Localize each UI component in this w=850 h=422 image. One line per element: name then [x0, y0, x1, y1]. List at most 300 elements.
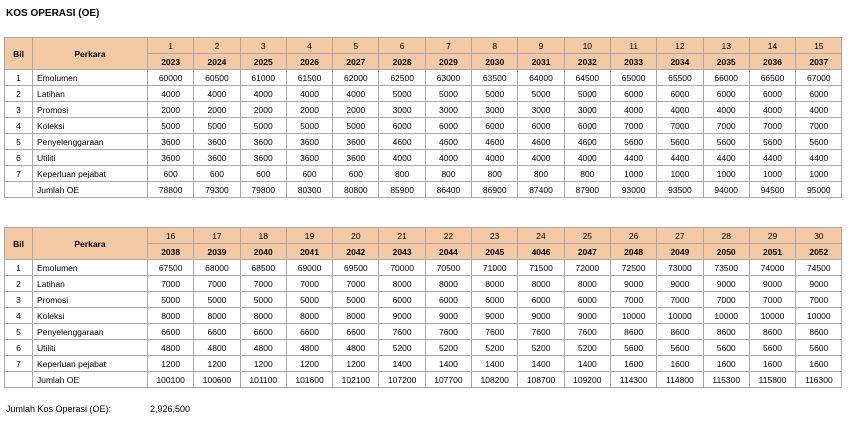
value-cell: 9000 [610, 276, 656, 292]
perkara-header: Perkara [33, 228, 148, 260]
year-cell: 2026 [286, 54, 332, 70]
value-cell: 5600 [749, 134, 795, 150]
year-cell: 2039 [194, 244, 240, 260]
year-index-cell: 1 [148, 38, 194, 54]
oe-table-1 [4, 37, 842, 198]
value-cell: 600 [286, 166, 332, 182]
value-cell: 5200 [425, 340, 471, 356]
value-cell: 4800 [194, 340, 240, 356]
value-cell: 67000 [796, 70, 842, 86]
row-label: Utiliti [33, 150, 148, 166]
value-cell: 8000 [333, 308, 379, 324]
value-cell: 62500 [379, 70, 425, 86]
row-label: Latihan [33, 86, 148, 102]
value-cell: 94500 [749, 182, 795, 198]
value-cell: 8000 [518, 276, 564, 292]
value-cell: 4000 [286, 86, 332, 102]
year-index-cell: 15 [796, 38, 842, 54]
value-cell: 3000 [379, 102, 425, 118]
table-row [5, 166, 842, 182]
value-cell: 3600 [333, 150, 379, 166]
value-cell: 5000 [518, 86, 564, 102]
value-cell: 9000 [379, 308, 425, 324]
value-cell: 67500 [148, 260, 194, 276]
page-title: KOS OPERASI (OE) [6, 8, 100, 19]
value-cell: 70500 [425, 260, 471, 276]
value-cell: 5000 [472, 86, 518, 102]
value-cell: 7000 [796, 118, 842, 134]
value-cell: 115800 [749, 372, 795, 388]
value-cell: 3600 [240, 134, 286, 150]
row-number: 2 [5, 86, 33, 102]
value-cell: 101100 [240, 372, 286, 388]
value-cell: 3000 [564, 102, 610, 118]
row-label: Keperluan pejabat [33, 166, 148, 182]
value-cell: 8000 [379, 276, 425, 292]
year-cell: 2030 [472, 54, 518, 70]
bil-header: Bil [5, 38, 33, 70]
value-cell: 4000 [379, 150, 425, 166]
year-index-cell: 11 [610, 38, 656, 54]
value-cell: 62000 [333, 70, 379, 86]
value-cell: 1000 [703, 166, 749, 182]
value-cell: 4000 [657, 102, 703, 118]
year-index-cell: 24 [518, 228, 564, 244]
value-cell: 66000 [703, 70, 749, 86]
value-cell: 6000 [379, 292, 425, 308]
value-cell: 5000 [425, 86, 471, 102]
row-number: 7 [5, 166, 33, 182]
value-cell: 3600 [333, 134, 379, 150]
value-cell: 4400 [610, 150, 656, 166]
value-cell: 6600 [194, 324, 240, 340]
year-index-cell: 6 [379, 38, 425, 54]
value-cell: 8000 [194, 308, 240, 324]
value-cell: 9000 [564, 308, 610, 324]
row-number: 3 [5, 102, 33, 118]
value-cell: 64500 [564, 70, 610, 86]
year-cell: 2045 [472, 244, 518, 260]
value-cell: 3600 [194, 134, 240, 150]
table-row [5, 276, 842, 292]
value-cell: 5600 [657, 134, 703, 150]
row-number: 6 [5, 150, 33, 166]
value-cell: 10000 [796, 308, 842, 324]
year-index-cell: 7 [425, 38, 471, 54]
value-cell: 2000 [148, 102, 194, 118]
value-cell: 6600 [286, 324, 332, 340]
value-cell: 10000 [610, 308, 656, 324]
value-cell: 8000 [240, 308, 286, 324]
value-cell: 2000 [333, 102, 379, 118]
value-cell: 6000 [425, 118, 471, 134]
value-cell: 5000 [194, 292, 240, 308]
value-cell: 4000 [148, 86, 194, 102]
value-cell: 7000 [796, 292, 842, 308]
value-cell: 60000 [148, 70, 194, 86]
table-row [5, 70, 842, 86]
year-index-cell: 26 [610, 228, 656, 244]
index-row [5, 228, 842, 244]
value-cell: 95000 [796, 182, 842, 198]
value-cell: 5000 [240, 118, 286, 134]
value-cell: 1000 [796, 166, 842, 182]
value-cell: 79300 [194, 182, 240, 198]
value-cell: 9000 [472, 308, 518, 324]
value-cell: 4600 [379, 134, 425, 150]
table-row [5, 292, 842, 308]
value-cell: 4000 [749, 102, 795, 118]
value-cell: 3600 [148, 150, 194, 166]
value-cell: 1200 [148, 356, 194, 372]
value-cell: 74000 [749, 260, 795, 276]
year-index-cell: 23 [472, 228, 518, 244]
value-cell: 63500 [472, 70, 518, 86]
value-cell: 4000 [333, 86, 379, 102]
row-number: 5 [5, 324, 33, 340]
value-cell: 6000 [564, 118, 610, 134]
value-cell: 4400 [749, 150, 795, 166]
table-row [5, 260, 842, 276]
row-label: Promosi [33, 292, 148, 308]
value-cell: 5000 [379, 86, 425, 102]
value-cell: 8000 [286, 308, 332, 324]
row-number: 1 [5, 260, 33, 276]
value-cell: 7000 [333, 276, 379, 292]
year-index-cell: 4 [286, 38, 332, 54]
value-cell: 63000 [425, 70, 471, 86]
table-row [5, 86, 842, 102]
value-cell: 6000 [657, 86, 703, 102]
table-row [5, 372, 842, 388]
row-number: 5 [5, 134, 33, 150]
value-cell: 4800 [333, 340, 379, 356]
value-cell: 1600 [796, 356, 842, 372]
value-cell: 64000 [518, 70, 564, 86]
value-cell: 8600 [610, 324, 656, 340]
row-number: 2 [5, 276, 33, 292]
year-index-cell: 9 [518, 38, 564, 54]
value-cell: 800 [379, 166, 425, 182]
value-cell: 7000 [703, 292, 749, 308]
value-cell: 68500 [240, 260, 286, 276]
value-cell: 600 [148, 166, 194, 182]
year-cell: 2029 [425, 54, 471, 70]
value-cell: 4000 [472, 150, 518, 166]
value-cell: 3000 [425, 102, 471, 118]
value-cell: 6000 [749, 86, 795, 102]
table-row [5, 118, 842, 134]
value-cell: 93000 [610, 182, 656, 198]
value-cell: 61000 [240, 70, 286, 86]
table-row [5, 134, 842, 150]
value-cell: 8600 [703, 324, 749, 340]
value-cell: 7600 [379, 324, 425, 340]
value-cell: 6000 [472, 118, 518, 134]
value-cell: 100100 [148, 372, 194, 388]
value-cell: 86400 [425, 182, 471, 198]
value-cell: 100600 [194, 372, 240, 388]
value-cell: 79800 [240, 182, 286, 198]
value-cell: 800 [564, 166, 610, 182]
index-row [5, 38, 842, 54]
value-cell: 65000 [610, 70, 656, 86]
year-index-cell: 17 [194, 228, 240, 244]
value-cell: 116300 [796, 372, 842, 388]
value-cell: 9000 [703, 276, 749, 292]
value-cell: 9000 [749, 276, 795, 292]
year-index-cell: 28 [703, 228, 749, 244]
value-cell: 1600 [703, 356, 749, 372]
value-cell: 108200 [472, 372, 518, 388]
year-cell: 2027 [333, 54, 379, 70]
value-cell: 1200 [240, 356, 286, 372]
value-cell: 10000 [657, 308, 703, 324]
year-index-cell: 30 [796, 228, 842, 244]
value-cell: 7000 [610, 292, 656, 308]
value-cell: 87900 [564, 182, 610, 198]
value-cell: 2000 [286, 102, 332, 118]
value-cell: 4000 [518, 150, 564, 166]
oe-table-2 [4, 227, 842, 388]
year-index-cell: 29 [749, 228, 795, 244]
year-cell: 2025 [240, 54, 286, 70]
value-cell: 5000 [286, 118, 332, 134]
value-cell: 114800 [657, 372, 703, 388]
value-cell: 4000 [703, 102, 749, 118]
value-cell: 80800 [333, 182, 379, 198]
value-cell: 71000 [472, 260, 518, 276]
table-row [5, 356, 842, 372]
value-cell: 3600 [286, 150, 332, 166]
value-cell: 4800 [148, 340, 194, 356]
value-cell: 1200 [286, 356, 332, 372]
value-cell: 4000 [564, 150, 610, 166]
year-cell: 2044 [425, 244, 471, 260]
value-cell: 5600 [610, 134, 656, 150]
value-cell: 5600 [749, 340, 795, 356]
value-cell: 7000 [749, 118, 795, 134]
value-cell: 5000 [148, 118, 194, 134]
value-cell: 73000 [657, 260, 703, 276]
year-cell: 2037 [796, 54, 842, 70]
table-row [5, 150, 842, 166]
value-cell: 4400 [703, 150, 749, 166]
value-cell: 5200 [518, 340, 564, 356]
value-cell: 1000 [749, 166, 795, 182]
value-cell: 109200 [564, 372, 610, 388]
value-cell: 4600 [564, 134, 610, 150]
value-cell: 1400 [518, 356, 564, 372]
value-cell: 7000 [610, 118, 656, 134]
value-cell: 101600 [286, 372, 332, 388]
row-label: Penyelenggaraan [33, 324, 148, 340]
value-cell: 1600 [610, 356, 656, 372]
value-cell: 3000 [518, 102, 564, 118]
value-cell: 5600 [796, 340, 842, 356]
value-cell: 600 [240, 166, 286, 182]
value-cell: 600 [333, 166, 379, 182]
year-index-cell: 8 [472, 38, 518, 54]
value-cell: 8000 [148, 308, 194, 324]
value-cell: 5200 [564, 340, 610, 356]
value-cell: 6000 [518, 118, 564, 134]
year-index-cell: 14 [749, 38, 795, 54]
value-cell: 107200 [379, 372, 425, 388]
value-cell: 6000 [379, 118, 425, 134]
value-cell: 10000 [703, 308, 749, 324]
value-cell: 1600 [749, 356, 795, 372]
value-cell: 7600 [564, 324, 610, 340]
value-cell: 5000 [564, 86, 610, 102]
value-cell: 4000 [240, 86, 286, 102]
value-cell: 4000 [610, 102, 656, 118]
year-index-cell: 18 [240, 228, 286, 244]
value-cell: 9000 [796, 276, 842, 292]
value-cell: 87400 [518, 182, 564, 198]
value-cell: 7000 [657, 292, 703, 308]
year-cell: 2047 [564, 244, 610, 260]
value-cell: 94000 [703, 182, 749, 198]
row-number [5, 182, 33, 198]
value-cell: 4400 [657, 150, 703, 166]
value-cell: 7000 [703, 118, 749, 134]
value-cell: 2000 [194, 102, 240, 118]
value-cell: 107700 [425, 372, 471, 388]
year-index-cell: 3 [240, 38, 286, 54]
value-cell: 61500 [286, 70, 332, 86]
year-cell: 2049 [657, 244, 703, 260]
value-cell: 5000 [148, 292, 194, 308]
year-index-cell: 12 [657, 38, 703, 54]
row-label: Latihan [33, 276, 148, 292]
value-cell: 4600 [518, 134, 564, 150]
value-cell: 7600 [472, 324, 518, 340]
row-number: 1 [5, 70, 33, 86]
year-index-cell: 5 [333, 38, 379, 54]
total-value: 2,926,500 [150, 404, 191, 414]
value-cell: 115300 [703, 372, 749, 388]
value-cell: 5000 [194, 118, 240, 134]
value-cell: 7000 [749, 292, 795, 308]
value-cell: 7600 [425, 324, 471, 340]
value-cell: 5600 [796, 134, 842, 150]
value-cell: 2000 [240, 102, 286, 118]
value-cell: 6000 [564, 292, 610, 308]
year-index-cell: 20 [333, 228, 379, 244]
year-index-cell: 25 [564, 228, 610, 244]
value-cell: 10000 [749, 308, 795, 324]
value-cell: 66500 [749, 70, 795, 86]
value-cell: 4000 [425, 150, 471, 166]
value-cell: 6000 [796, 86, 842, 102]
value-cell: 4600 [425, 134, 471, 150]
row-label: Jumlah OE [33, 182, 148, 198]
value-cell: 6600 [148, 324, 194, 340]
value-cell: 8000 [564, 276, 610, 292]
value-cell: 108700 [518, 372, 564, 388]
value-cell: 69000 [286, 260, 332, 276]
value-cell: 6000 [425, 292, 471, 308]
year-cell: 2035 [703, 54, 749, 70]
value-cell: 69500 [333, 260, 379, 276]
value-cell: 4800 [286, 340, 332, 356]
value-cell: 7000 [240, 276, 286, 292]
year-cell: 2050 [703, 244, 749, 260]
row-label: Emolumen [33, 70, 148, 86]
value-cell: 5600 [610, 340, 656, 356]
year-cell: 2040 [240, 244, 286, 260]
value-cell: 6000 [518, 292, 564, 308]
row-number: 6 [5, 340, 33, 356]
value-cell: 9000 [518, 308, 564, 324]
value-cell: 5200 [379, 340, 425, 356]
value-cell: 102100 [333, 372, 379, 388]
year-index-cell: 27 [657, 228, 703, 244]
table-row [5, 340, 842, 356]
value-cell: 5600 [703, 340, 749, 356]
value-cell: 6600 [333, 324, 379, 340]
value-cell: 70000 [379, 260, 425, 276]
value-cell: 3600 [286, 134, 332, 150]
value-cell: 3600 [148, 134, 194, 150]
value-cell: 5000 [240, 292, 286, 308]
value-cell: 4600 [472, 134, 518, 150]
value-cell: 7000 [657, 118, 703, 134]
year-index-cell: 10 [564, 38, 610, 54]
value-cell: 6000 [472, 292, 518, 308]
value-cell: 114300 [610, 372, 656, 388]
value-cell: 74500 [796, 260, 842, 276]
row-label: Utiliti [33, 340, 148, 356]
value-cell: 1400 [564, 356, 610, 372]
value-cell: 80300 [286, 182, 332, 198]
value-cell: 800 [472, 166, 518, 182]
row-label: Emolumen [33, 260, 148, 276]
value-cell: 85900 [379, 182, 425, 198]
value-cell: 68000 [194, 260, 240, 276]
value-cell: 1400 [379, 356, 425, 372]
row-number [5, 372, 33, 388]
value-cell: 60500 [194, 70, 240, 86]
total-label: Jumlah Kos Operasi (OE): [6, 404, 112, 414]
year-cell: 4046 [518, 244, 564, 260]
value-cell: 3000 [472, 102, 518, 118]
value-cell: 5000 [333, 292, 379, 308]
value-cell: 1000 [657, 166, 703, 182]
year-index-cell: 19 [286, 228, 332, 244]
value-cell: 9000 [425, 308, 471, 324]
row-label: Koleksi [33, 308, 148, 324]
year-cell: 2031 [518, 54, 564, 70]
value-cell: 93500 [657, 182, 703, 198]
year-index-cell: 22 [425, 228, 471, 244]
table-row [5, 102, 842, 118]
value-cell: 4000 [194, 86, 240, 102]
row-number: 3 [5, 292, 33, 308]
value-cell: 8600 [657, 324, 703, 340]
value-cell: 5000 [286, 292, 332, 308]
value-cell: 7000 [148, 276, 194, 292]
value-cell: 6000 [610, 86, 656, 102]
year-cell: 2051 [749, 244, 795, 260]
year-index-cell: 16 [148, 228, 194, 244]
year-cell: 2052 [796, 244, 842, 260]
year-cell: 2034 [657, 54, 703, 70]
year-cell: 2038 [148, 244, 194, 260]
value-cell: 6000 [703, 86, 749, 102]
row-label: Keperluan pejabat [33, 356, 148, 372]
